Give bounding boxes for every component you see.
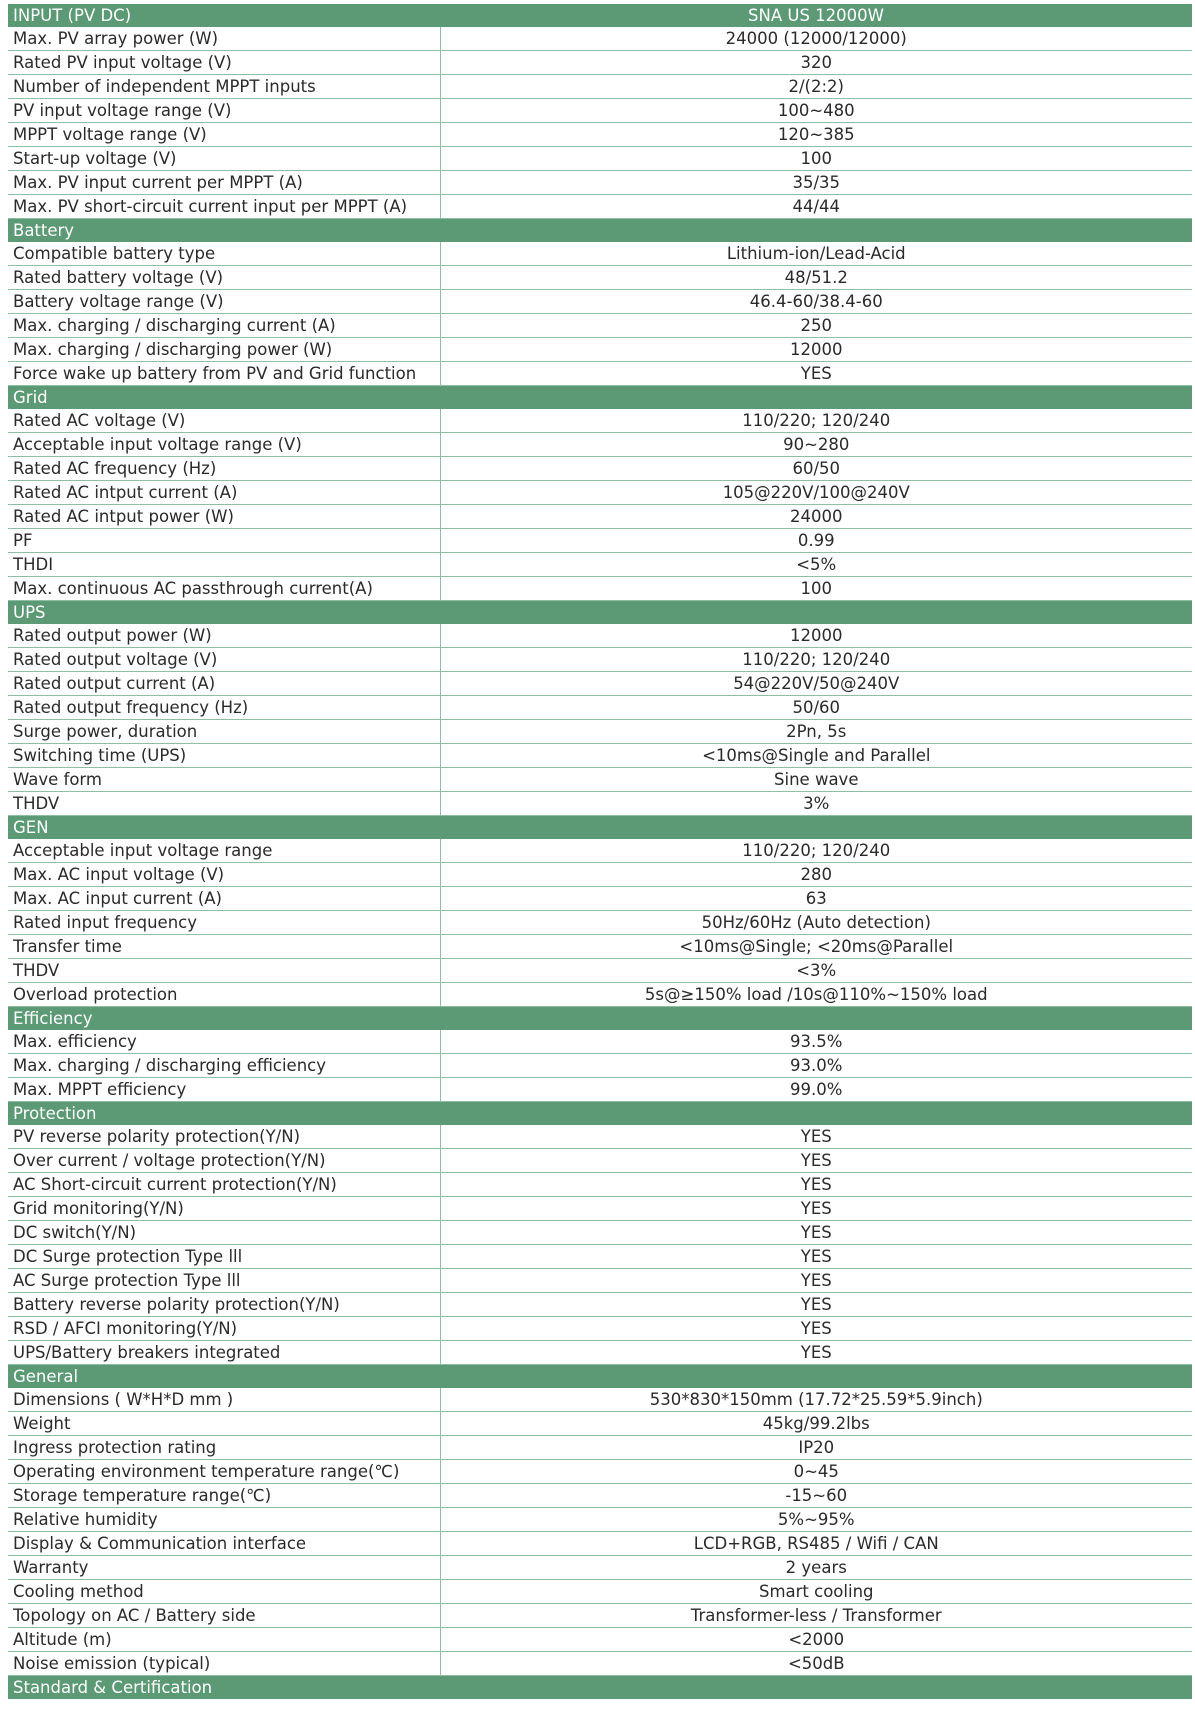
spec-value: 93.5%	[440, 1030, 1192, 1054]
spec-row	[8, 481, 1192, 505]
spec-row	[8, 624, 1192, 648]
spec-label: Max. PV input current per MPPT (A)	[8, 171, 440, 195]
spec-label: Rated output frequency (Hz)	[8, 696, 440, 720]
spec-value: 120~385	[440, 123, 1192, 147]
spec-label: THDV	[8, 792, 440, 816]
spec-label: Wave form	[8, 768, 440, 792]
spec-label: AC Short-circuit current protection(Y/N)	[8, 1173, 440, 1197]
spec-label: Rated AC intput power (W)	[8, 505, 440, 529]
spec-row	[8, 911, 1192, 935]
section-header-value	[440, 1676, 1192, 1700]
spec-value: 99.0%	[440, 1078, 1192, 1102]
spec-label: Rated AC voltage (V)	[8, 409, 440, 433]
spec-value: YES	[440, 362, 1192, 386]
spec-label: Surge power, duration	[8, 720, 440, 744]
spec-label: PV reverse polarity protection(Y/N)	[8, 1125, 440, 1149]
spec-value: 5s@≥150% load /10s@110%~150% load	[440, 983, 1192, 1007]
spec-value: YES	[440, 1149, 1192, 1173]
spec-label: Rated AC frequency (Hz)	[8, 457, 440, 481]
spec-value: 90~280	[440, 433, 1192, 457]
spec-label: AC Surge protection Type lll	[8, 1269, 440, 1293]
section-header-ups	[8, 601, 1192, 625]
spec-row	[8, 242, 1192, 266]
section-header-grid	[8, 386, 1192, 410]
spec-value: YES	[440, 1125, 1192, 1149]
spec-row	[8, 1341, 1192, 1365]
spec-label: Relative humidity	[8, 1508, 440, 1532]
spec-value: 60/50	[440, 457, 1192, 481]
spec-row	[8, 1317, 1192, 1341]
spec-row	[8, 768, 1192, 792]
spec-label: Max. charging / discharging power (W)	[8, 338, 440, 362]
spec-value: 105@220V/100@240V	[440, 481, 1192, 505]
spec-row	[8, 1652, 1192, 1676]
spec-label: Rated input frequency	[8, 911, 440, 935]
spec-value: 530*830*150mm (17.72*25.59*5.9inch)	[440, 1388, 1192, 1412]
spec-row	[8, 1054, 1192, 1078]
spec-row	[8, 1628, 1192, 1652]
spec-value: <50dB	[440, 1652, 1192, 1676]
spec-row	[8, 1484, 1192, 1508]
spec-label: Max. MPPT efficiency	[8, 1078, 440, 1102]
spec-row	[8, 171, 1192, 195]
spec-label: Transfer time	[8, 935, 440, 959]
spec-value: 12000	[440, 624, 1192, 648]
spec-row	[8, 887, 1192, 911]
spec-label: Display & Communication interface	[8, 1532, 440, 1556]
spec-value: <5%	[440, 553, 1192, 577]
section-header-value	[440, 601, 1192, 625]
spec-value: YES	[440, 1317, 1192, 1341]
spec-row	[8, 99, 1192, 123]
spec-value: 110/220; 120/240	[440, 648, 1192, 672]
spec-value: YES	[440, 1293, 1192, 1317]
section-title: GEN	[8, 816, 440, 840]
spec-row	[8, 195, 1192, 219]
spec-label: Max. charging / discharging efficiency	[8, 1054, 440, 1078]
spec-label: DC switch(Y/N)	[8, 1221, 440, 1245]
spec-label: Start-up voltage (V)	[8, 147, 440, 171]
spec-label: DC Surge protection Type lll	[8, 1245, 440, 1269]
spec-table	[8, 4, 1192, 1699]
spec-value: 35/35	[440, 171, 1192, 195]
spec-value: YES	[440, 1341, 1192, 1365]
spec-value: LCD+RGB, RS485 / Wifi / CAN	[440, 1532, 1192, 1556]
spec-label: Max. PV array power (W)	[8, 27, 440, 51]
spec-label: UPS/Battery breakers integrated	[8, 1341, 440, 1365]
spec-row	[8, 27, 1192, 51]
section-header-battery	[8, 219, 1192, 243]
spec-value: 100	[440, 147, 1192, 171]
spec-row	[8, 792, 1192, 816]
spec-label: Force wake up battery from PV and Grid function	[8, 362, 440, 386]
spec-value: YES	[440, 1245, 1192, 1269]
spec-row	[8, 1388, 1192, 1412]
spec-row	[8, 959, 1192, 983]
spec-row	[8, 338, 1192, 362]
spec-row	[8, 457, 1192, 481]
spec-value: 54@220V/50@240V	[440, 672, 1192, 696]
spec-value: 50Hz/60Hz (Auto detection)	[440, 911, 1192, 935]
spec-value: 12000	[440, 338, 1192, 362]
spec-row	[8, 1245, 1192, 1269]
spec-label: Max. charging / discharging current (A)	[8, 314, 440, 338]
spec-row	[8, 529, 1192, 553]
spec-row	[8, 1078, 1192, 1102]
spec-row	[8, 648, 1192, 672]
spec-label: Rated AC intput current (A)	[8, 481, 440, 505]
spec-label: Rated output current (A)	[8, 672, 440, 696]
spec-label: Max. AC input voltage (V)	[8, 863, 440, 887]
spec-label: Battery reverse polarity protection(Y/N)	[8, 1293, 440, 1317]
spec-value: <10ms@Single; <20ms@Parallel	[440, 935, 1192, 959]
spec-label: Grid monitoring(Y/N)	[8, 1197, 440, 1221]
spec-label: Warranty	[8, 1556, 440, 1580]
spec-label: RSD / AFCI monitoring(Y/N)	[8, 1317, 440, 1341]
spec-value: <3%	[440, 959, 1192, 983]
spec-value: 250	[440, 314, 1192, 338]
spec-value: IP20	[440, 1436, 1192, 1460]
spec-row	[8, 1125, 1192, 1149]
spec-value: 24000	[440, 505, 1192, 529]
spec-label: Ingress protection rating	[8, 1436, 440, 1460]
spec-row	[8, 290, 1192, 314]
spec-row	[8, 147, 1192, 171]
spec-label: MPPT voltage range (V)	[8, 123, 440, 147]
spec-value: YES	[440, 1173, 1192, 1197]
spec-row	[8, 51, 1192, 75]
section-title: Grid	[8, 386, 440, 410]
spec-row	[8, 720, 1192, 744]
spec-label: Overload protection	[8, 983, 440, 1007]
spec-value: YES	[440, 1197, 1192, 1221]
spec-row	[8, 1221, 1192, 1245]
spec-value: 3%	[440, 792, 1192, 816]
spec-value: -15~60	[440, 1484, 1192, 1508]
spec-label: Acceptable input voltage range	[8, 839, 440, 863]
spec-value: 0~45	[440, 1460, 1192, 1484]
spec-value: 93.0%	[440, 1054, 1192, 1078]
section-header-protection	[8, 1102, 1192, 1126]
spec-label: Dimensions ( W*H*D mm )	[8, 1388, 440, 1412]
spec-row	[8, 1173, 1192, 1197]
spec-row	[8, 1556, 1192, 1580]
spec-label: Number of independent MPPT inputs	[8, 75, 440, 99]
spec-label: Max. PV short-circuit current input per MPPT (A)	[8, 195, 440, 219]
spec-value: 320	[440, 51, 1192, 75]
spec-row	[8, 1149, 1192, 1173]
spec-value: 100~480	[440, 99, 1192, 123]
spec-label: Storage temperature range(℃)	[8, 1484, 440, 1508]
spec-label: Rated battery voltage (V)	[8, 266, 440, 290]
spec-label: Noise emission (typical)	[8, 1652, 440, 1676]
section-header-general	[8, 1365, 1192, 1389]
spec-value: 5%~95%	[440, 1508, 1192, 1532]
spec-label: PF	[8, 529, 440, 553]
spec-label: THDI	[8, 553, 440, 577]
spec-row	[8, 123, 1192, 147]
spec-label: Acceptable input voltage range (V)	[8, 433, 440, 457]
spec-row	[8, 1412, 1192, 1436]
spec-row	[8, 839, 1192, 863]
spec-label: Rated output power (W)	[8, 624, 440, 648]
spec-value: YES	[440, 1221, 1192, 1245]
spec-value: 110/220; 120/240	[440, 839, 1192, 863]
spec-row	[8, 577, 1192, 601]
spec-row	[8, 672, 1192, 696]
section-title: General	[8, 1365, 440, 1389]
spec-value: YES	[440, 1269, 1192, 1293]
spec-value: Smart cooling	[440, 1580, 1192, 1604]
spec-value: 24000 (12000/12000)	[440, 27, 1192, 51]
spec-value: 100	[440, 577, 1192, 601]
spec-value: Lithium-ion/Lead-Acid	[440, 242, 1192, 266]
spec-row	[8, 553, 1192, 577]
spec-row	[8, 1604, 1192, 1628]
spec-value: 110/220; 120/240	[440, 409, 1192, 433]
spec-row	[8, 1197, 1192, 1221]
spec-row	[8, 744, 1192, 768]
spec-row	[8, 1532, 1192, 1556]
spec-row	[8, 1580, 1192, 1604]
section-title: Standard & Certification	[8, 1676, 440, 1700]
spec-label: Topology on AC / Battery side	[8, 1604, 440, 1628]
spec-row	[8, 433, 1192, 457]
spec-value: 0.99	[440, 529, 1192, 553]
spec-value: 50/60	[440, 696, 1192, 720]
section-header-input-pv-dc	[8, 4, 1192, 27]
spec-label: Operating environment temperature range(℃)	[8, 1460, 440, 1484]
spec-row	[8, 505, 1192, 529]
spec-value: Transformer-less / Transformer	[440, 1604, 1192, 1628]
section-header-gen	[8, 816, 1192, 840]
section-title: INPUT (PV DC)	[8, 4, 440, 27]
spec-row	[8, 409, 1192, 433]
section-header-value	[440, 1365, 1192, 1389]
spec-label: Over current / voltage protection(Y/N)	[8, 1149, 440, 1173]
section-header-value	[440, 1007, 1192, 1031]
spec-label: Rated PV input voltage (V)	[8, 51, 440, 75]
spec-row	[8, 1436, 1192, 1460]
spec-row	[8, 1293, 1192, 1317]
spec-label: THDV	[8, 959, 440, 983]
section-title: Protection	[8, 1102, 440, 1126]
spec-value: 2 years	[440, 1556, 1192, 1580]
section-title: Efficiency	[8, 1007, 440, 1031]
spec-label: Max. AC input current (A)	[8, 887, 440, 911]
spec-table-body	[8, 4, 1192, 1699]
spec-label: Weight	[8, 1412, 440, 1436]
spec-label: Rated output voltage (V)	[8, 648, 440, 672]
spec-row	[8, 1508, 1192, 1532]
section-header-standard-certification	[8, 1676, 1192, 1700]
spec-row	[8, 696, 1192, 720]
spec-label: Altitude (m)	[8, 1628, 440, 1652]
spec-row	[8, 935, 1192, 959]
spec-value: 280	[440, 863, 1192, 887]
spec-label: Max. efficiency	[8, 1030, 440, 1054]
spec-value: 63	[440, 887, 1192, 911]
section-title: UPS	[8, 601, 440, 625]
spec-label: Cooling method	[8, 1580, 440, 1604]
section-header-efficiency	[8, 1007, 1192, 1031]
spec-value: <2000	[440, 1628, 1192, 1652]
section-header-value	[440, 816, 1192, 840]
spec-row	[8, 314, 1192, 338]
spec-value: 44/44	[440, 195, 1192, 219]
section-title: Battery	[8, 219, 440, 243]
spec-label: Max. continuous AC passthrough current(A)	[8, 577, 440, 601]
spec-row	[8, 983, 1192, 1007]
spec-label: Switching time (UPS)	[8, 744, 440, 768]
section-header-value: SNA US 12000W	[440, 4, 1192, 27]
spec-label: Compatible battery type	[8, 242, 440, 266]
spec-row	[8, 1460, 1192, 1484]
spec-value: 2Pn, 5s	[440, 720, 1192, 744]
spec-value: Sine wave	[440, 768, 1192, 792]
spec-row	[8, 1030, 1192, 1054]
spec-row	[8, 1269, 1192, 1293]
spec-row	[8, 266, 1192, 290]
spec-row	[8, 362, 1192, 386]
section-header-value	[440, 386, 1192, 410]
spec-value: 2/(2:2)	[440, 75, 1192, 99]
spec-value: <10ms@Single and Parallel	[440, 744, 1192, 768]
spec-row	[8, 75, 1192, 99]
spec-label: PV input voltage range (V)	[8, 99, 440, 123]
spec-row	[8, 863, 1192, 887]
spec-value: 45kg/99.2lbs	[440, 1412, 1192, 1436]
section-header-value	[440, 219, 1192, 243]
section-header-value	[440, 1102, 1192, 1126]
spec-value: 48/51.2	[440, 266, 1192, 290]
spec-label: Battery voltage range (V)	[8, 290, 440, 314]
spec-value: 46.4-60/38.4-60	[440, 290, 1192, 314]
